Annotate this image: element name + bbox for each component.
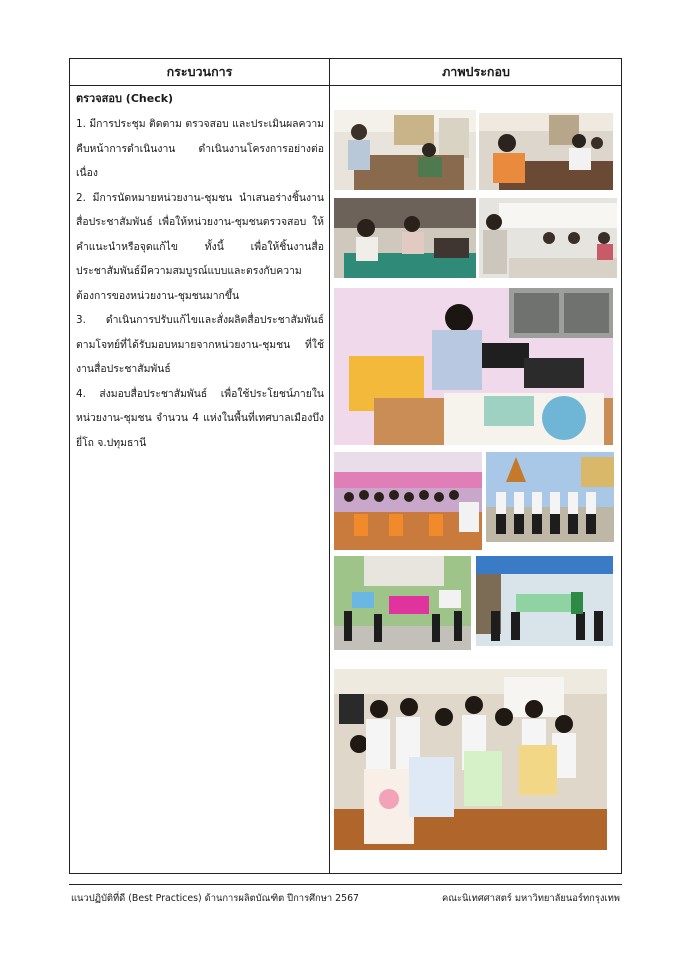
photo-printing: [334, 288, 613, 445]
column-divider: [329, 59, 330, 873]
footer-left: แนวปฏิบัติที่ดี (Best Practices) ด้านการผลิตบัณฑิต ปีการศึกษา 2567: [71, 893, 360, 904]
process-step-2: 2. มีการนัดหมายหน่วยงาน-ชุมชน นำเสนอร่างชิ้นงานสื่อประชาสัมพันธ์ เพื่อให้หน่วยงาน-ชุมชนตรวจสอบ ให้คำแนะนำหรือจุดแก้ไข ทั้งนี้ เพื่อให้ชิ้นงานสื่อประชาสัมพันธ์มีความสมบูรณ์แบบและตรงกับความต้องการของหน่วยงาน-ชุมชนมากขึ้น: [76, 191, 324, 302]
photo-group-3: [334, 556, 471, 650]
header-illustration: ภาพประกอบ: [442, 64, 510, 79]
photo-group-final: [334, 669, 607, 850]
process-step-4: 4. ส่งมอบสื่อประชาสัมพันธ์ เพื่อใช้ประโยชน์ภายในหน่วยงาน-ชุมชน จำนวน 4 แห่งในพื้นที่เทศบาลเมืองบึงยี่โถ จ.ปทุมธานี: [76, 387, 324, 449]
process-step-1: 1. มีการประชุม ติดตาม ตรวจสอบ และประเมินผลความคืบหน้าการดำเนินงาน ดำเนินงานโครงการอย่างต่อเนื่อง: [76, 118, 324, 179]
photo-presentation-1: [334, 198, 476, 278]
photo-group-2: [486, 452, 614, 542]
photo-group-1: [334, 452, 482, 550]
section-title: ตรวจสอบ (Check): [76, 92, 174, 105]
header-process: กระบวนการ: [166, 64, 233, 79]
table-header-row: [70, 59, 621, 86]
photo-group-4: [476, 556, 613, 646]
page-footer: [69, 884, 622, 904]
photo-presentation-2: [479, 198, 617, 278]
footer-right: คณะนิเทศศาสตร์ มหาวิทยาลัยนอร์ทกรุงเทพ: [442, 893, 620, 904]
photo-meeting-1: [334, 110, 476, 190]
process-step-3: 3. ดำเนินการปรับแก้ไขและสั่งผลิตสื่อประชาสัมพันธ์ ตามโจทย์ที่ได้รับมอบหมายจากหน่วยงาน-ชุมชน ที่ใช้งานสื่อประชาสัมพันธ์: [76, 314, 324, 375]
photo-meeting-2: [479, 113, 613, 190]
process-cell: [76, 90, 324, 455]
